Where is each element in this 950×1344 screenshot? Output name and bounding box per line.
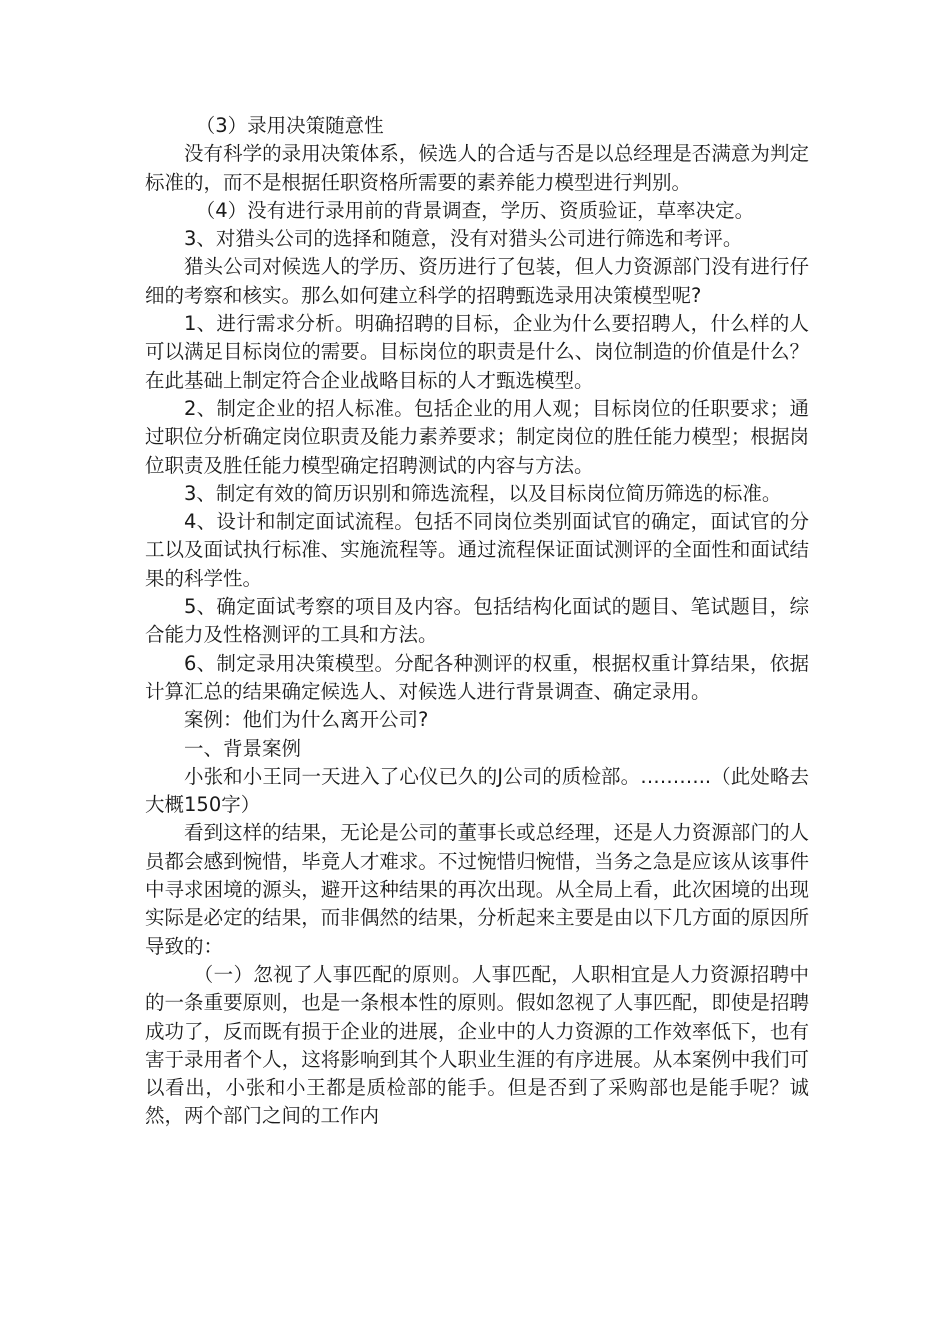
document-page	[145, 112, 809, 1131]
paragraph: 猎头公司对候选人的学历、资历进行了包装，但人力资源部门没有进行仔细的考察和核实。那么如何建立科学的招聘甄选录用决策模型呢?	[145, 255, 809, 307]
list-item-6: 6、制定录用决策模型。分配各种测评的权重，根据权重计算结果，依据计算汇总的结果确定候选人、对候选人进行背景调查、确定录用。	[145, 651, 809, 703]
paragraph: （一）忽视了人事匹配的原则。人事匹配，人职相宜是人力资源招聘中的一条重要原则，也是一条根本性的原则。假如忽视了人事匹配，即使是招聘成功了，反而既有损于企业的进展，企业中的人力资源的工作效率低下，也有害于录用者个人，这将影响到其个人职业生涯的有序进展。从本案例中我们可以看出，小张和小王都是质检部的能手。但是否到了采购部也是能手呢？诚然，两个部门之间的工作内	[145, 962, 809, 1128]
list-item-1: 1、进行需求分析。明确招聘的目标，企业为什么要招聘人，什么样的人可以满足目标岗位的需要。目标岗位的职责是什么、岗位制造的价值是什么？在此基础上制定符合企业战略目标的人才甄选模型。	[145, 312, 809, 392]
list-item-3: 3、对猎头公司的选择和随意，没有对猎头公司进行筛选和考评。	[184, 227, 743, 251]
subheading-3: （3）录用决策随意性	[195, 114, 384, 137]
list-item-4: 4、设计和制定面试流程。包括不同岗位类别面试官的确定，面试官的分工以及面试执行标准、实施流程等。通过流程保证面试测评的全面性和面试结果的科学性。	[145, 510, 809, 590]
paragraph: 小张和小王同一天进入了心仪已久的J公司的质检部。………..（此处略去大概150字）	[145, 764, 809, 817]
subheading-4: （4）没有进行录用前的背景调查，学历、资质验证，草率决定。	[195, 198, 755, 222]
paragraph: 看到这样的结果，无论是公司的董事长或总经理，还是人力资源部门的人员都会感到惋惜，毕竟人才难求。不过惋惜归惋惜，当务之急是应该从该事件中寻求困境的源头，避开这种结果的再次出现。从全局上看，此次困境的出现实际是必定的结果，而非偶然的结果，分析起来主要是由以下几方面的原因所导致的：	[145, 821, 809, 958]
section-heading: 一、背景案例	[184, 736, 302, 760]
case-title: 案例：他们为什么离开公司?	[184, 708, 429, 732]
list-item-3: 3、制定有效的简历识别和筛选流程，以及目标岗位简历筛选的标准。	[184, 481, 782, 505]
list-item-5: 5、确定面试考察的项目及内容。包括结构化面试的题目、笔试题目，综合能力及性格测评的工具和方法。	[145, 595, 809, 647]
paragraph: 没有科学的录用决策体系，候选人的合适与否是以总经理是否满意为判定标准的，而不是根据任职资格所需要的素养能力模型进行判别。	[145, 142, 809, 194]
list-item-2: 2、制定企业的招人标准。包括企业的用人观；目标岗位的任职要求；通过职位分析确定岗位职责及能力素养要求；制定岗位的胜任能力模型；根据岗位职责及胜任能力模型确定招聘测试的内容与方法。	[145, 396, 809, 477]
